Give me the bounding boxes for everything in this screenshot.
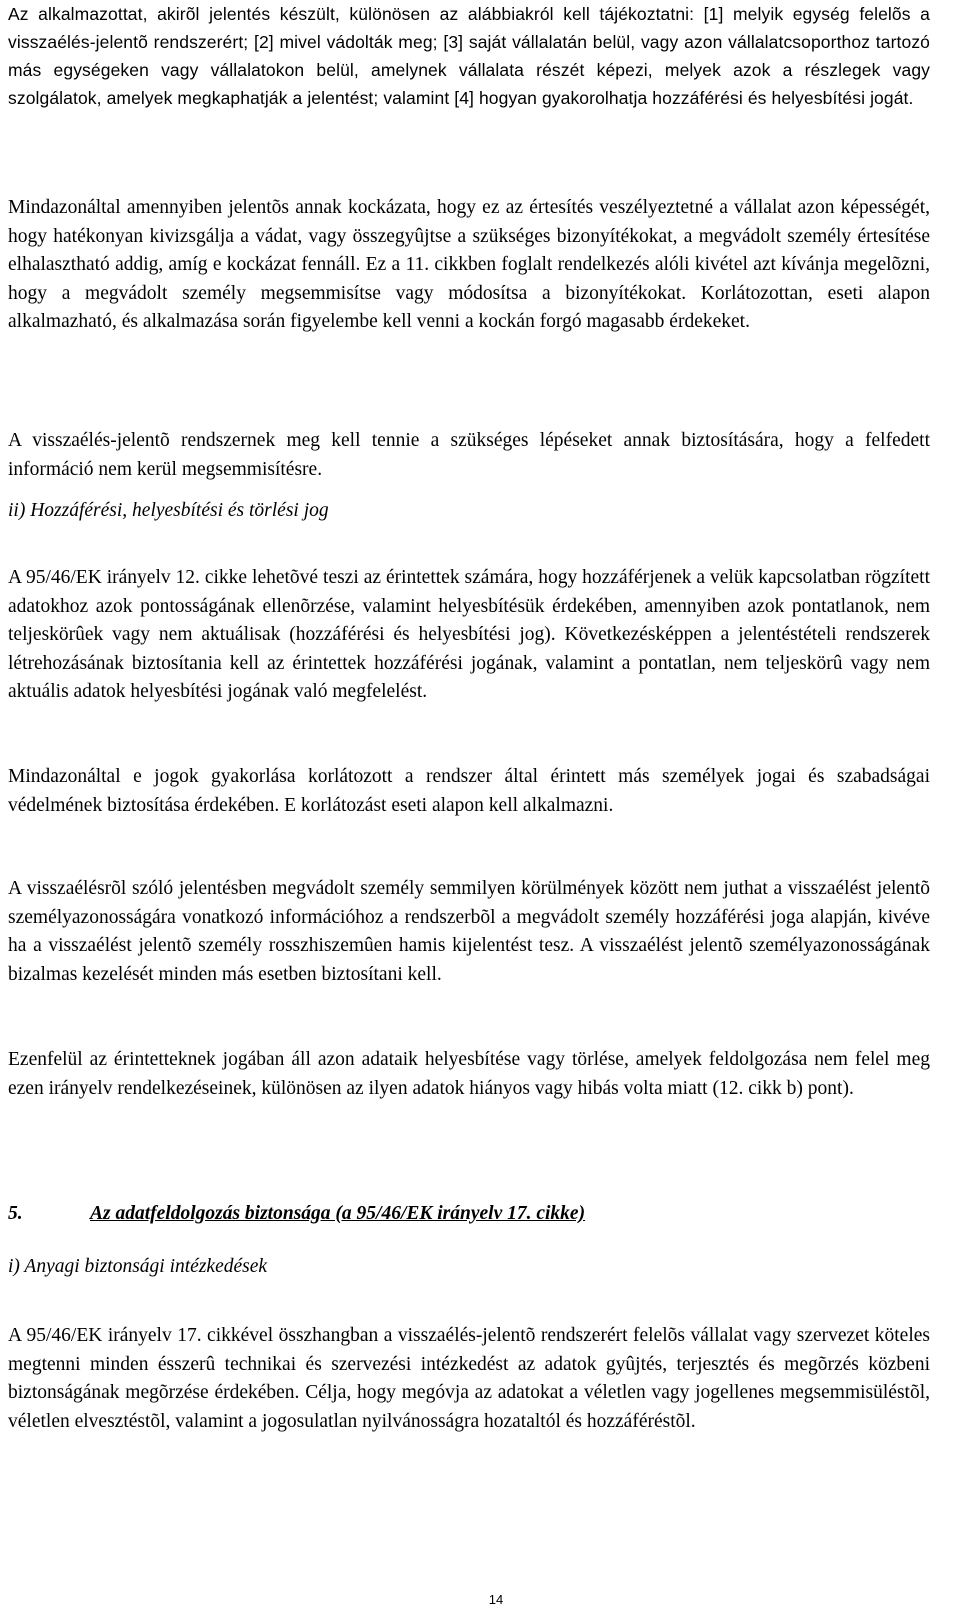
paragraph-rectification-erasure: Ezenfelül az érintetteknek jogában áll azon adataik helyesbítése vagy törlése, amelyek feldolgozása nem felel meg ezen irányelv rendelkezéseinek, különösen az ilyen adatok hiányos vagy hibás volta miatt (12. cikk b) pont).: [8, 1049, 930, 1099]
section-title: Az adatfeldolgozás biztonsága (a 95/46/EK irányelv 17. cikke): [90, 1203, 586, 1224]
page-number: 14: [488, 1592, 504, 1607]
paragraph-information-preservation: A visszaélés-jelentõ rendszernek meg kell tennie a szükséges lépéseket annak biztosítására, hogy a felfedett információ nem kerül megsemmisítésre.: [8, 430, 930, 480]
section-number: 5.: [8, 1203, 23, 1224]
paragraph-access-right: A 95/46/EK irányelv 12. cikke lehetõvé teszi az érintettek számára, hogy hozzáférjenek a velük kapcsolatban rögzített adatokhoz azok pontosságának ellenõrzése, valamint helyesbítésük érdekében, amennyiben azok pontatlanok, nem teljeskörûek vagy nem aktuálisak (hozzáférési és helyesbítési jog). Következésképpen a jelentéstételi rendszerek létrehozásának biztosítania kell az érintettek hozzáférési jogának, valamint a pontatlan, nem teljeskörû vagy nem aktuális adatok helyesbítési jogának való megfelelést.: [8, 567, 930, 702]
paragraph-whistleblower-identity: A visszaélésrõl szóló jelentésben megvádolt személy semmilyen körülmények között nem juthat a visszaélést jelentõ személyazonosságára vonatkozó információhoz a rendszerbõl a megvádolt személy hozzáférési joga alapján, kivéve ha a visszaélést jelentõ személy rosszhiszemûen hamis kijelentést tesz. A visszaélést jelentõ személyazonosságának bizalmas kezelését minden más esetben biztosítani kell.: [8, 878, 930, 985]
paragraph-security-measures: A 95/46/EK irányelv 17. cikkével összhangban a visszaélés-jelentõ rendszerért felelõs vállalat vagy szervezet köteles megtenni minden ésszerû technikai és szervezési intézkedést az adatok gyûjtés, terjesztés és megõrzés közbeni biztonságának megõrzése érdekében. Célja, hogy megóvja az adatokat a véletlen vagy jogellenes megsemmisüléstõl, véletlen elvesztéstõl, valamint a jogosulatlan nyilvánosságra hozataltól és hozzáféréstõl.: [8, 1325, 930, 1432]
paragraph-notification-items: Az alkalmazottat, akirõl jelentés készült, különösen az alábbiakról kell tájékoztatni: [1] melyik egység felelõs a visszaélés-jelentõ rendszerért; [2] mivel vádolták meg; [3] saját vállalatán belül, vagy azon vállalatcsoporthoz tartozó más egységeken vagy vállalatokon belül, amelynek vállalata részét képezi, melyek azok a részlegek vagy szolgálatok, amelyek megkaphatják a jelentést; valamint [4] hogyan gyakorolhatja hozzáférési és helyesbítési jogát.: [8, 4, 930, 108]
section-heading-5: [8, 1200, 930, 1229]
paragraph-rights-limitation: Mindazonáltal e jogok gyakorlása korlátozott a rendszer által érintett más személyek jogai és szabadságai védelmének biztosítása érdekében. E korlátozást eseti alapon kell alkalmazni.: [8, 766, 930, 816]
subheading-physical-security: i) Anyagi biztonsági intézkedések: [8, 1256, 268, 1277]
paragraph-notification-delay: Mindazonáltal amennyiben jelentõs annak kockázata, hogy ez az értesítés veszélyeztetné a vállalat azon képességét, hogy hatékonyan kivizsgálja a vádat, vagy összegyûjtse a szükséges bizonyítékokat, a megvádolt személy értesítése elhalasztható addig, amíg e kockázat fennáll. Ez a 11. cikkben foglalt rendelkezés alóli kivétel azt kívánja megelõzni, hogy a megvádolt személy megsemmisítse vagy módosítsa a bizonyítékokat. Korlátozottan, eseti alapon alkalmazható, és alkalmazása során figyelembe kell venni a kockán forgó magasabb érdekeket.: [8, 197, 930, 332]
subheading-access-rectification: ii) Hozzáférési, helyesbítési és törlési jog: [8, 500, 329, 521]
